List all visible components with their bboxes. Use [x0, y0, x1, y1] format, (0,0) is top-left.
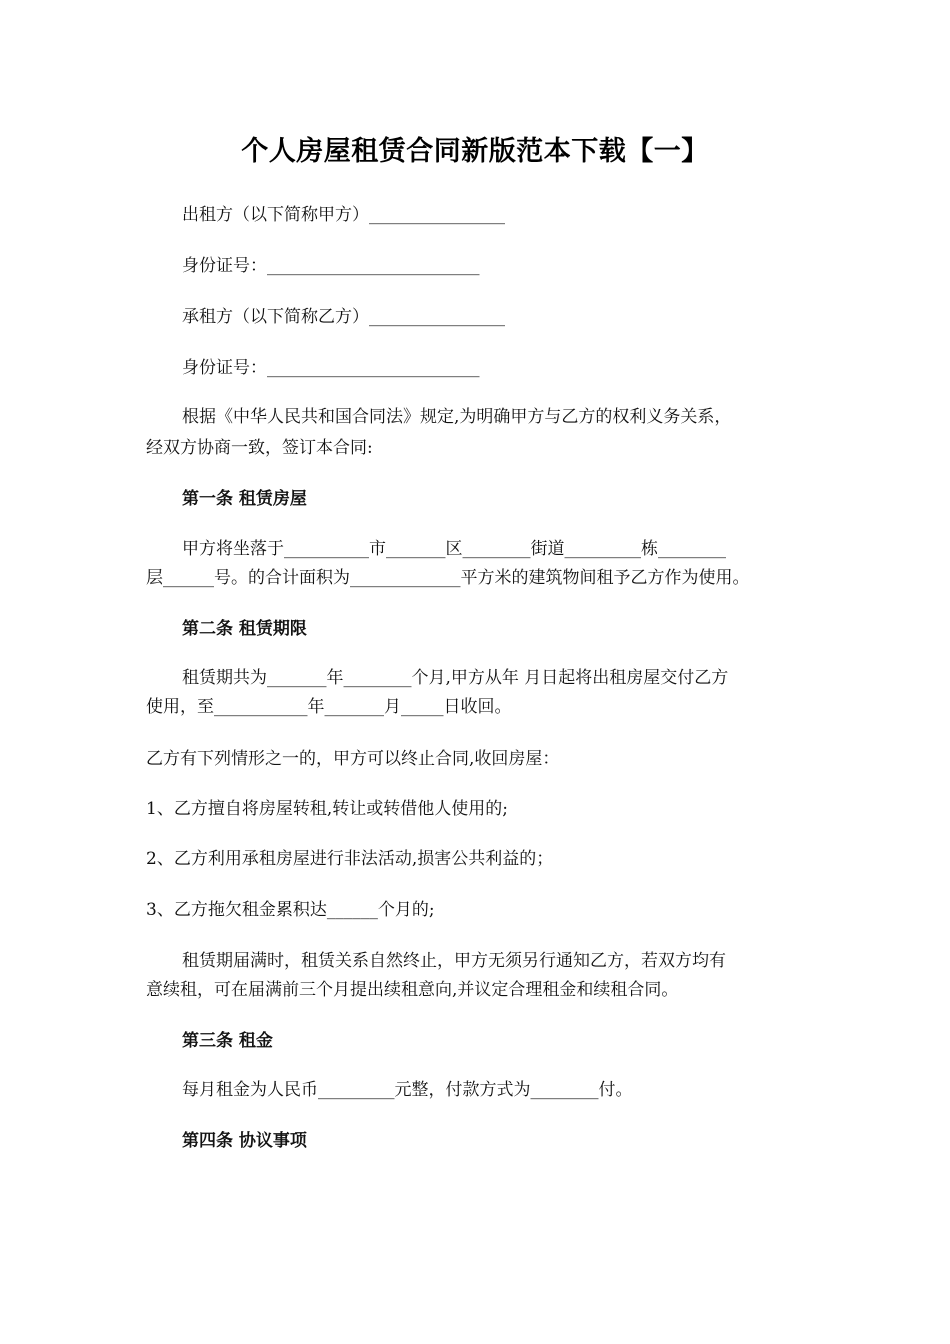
- termination-item-3: 3、乙方拖欠租金累积达______个月的;: [146, 900, 435, 920]
- article-1-line-2: 层______号。的合计面积为_____________平方米的建筑物间租予乙方作为使用。: [146, 568, 750, 588]
- article-1-heading: 第一条 租赁房屋: [182, 489, 307, 509]
- lessee-id-line: 身份证号：_________________________: [182, 358, 480, 378]
- article-1-line-1: 甲方将坐落于__________市_______区________街道_________栋________: [182, 539, 726, 559]
- lessor-id-line: 身份证号：_________________________: [182, 256, 480, 276]
- renewal-line-1: 租赁期届满时，租赁关系自然终止，甲方无须另行通知乙方，若双方均有: [182, 951, 726, 971]
- preamble-line-1: 根据《中华人民共和国合同法》规定,为明确甲方与乙方的权利义务关系，: [182, 407, 732, 427]
- termination-item-2: 2、乙方利用承租房屋进行非法活动,损害公共利益的；: [146, 849, 554, 869]
- preamble-line-2: 经双方协商一致，签订本合同:: [146, 438, 373, 458]
- document-title: 个人房屋租赁合同新版范本下载【一】: [241, 136, 709, 167]
- article-2-heading: 第二条 租赁期限: [182, 619, 307, 639]
- termination-intro: 乙方有下列情形之一的，甲方可以终止合同,收回房屋：: [146, 749, 560, 769]
- termination-item-1: 1、乙方擅自将房屋转租,转让或转借他人使用的;: [146, 799, 508, 819]
- article-3-heading: 第三条 租金: [182, 1031, 273, 1051]
- article-4-heading: 第四条 协议事项: [182, 1131, 307, 1151]
- article-2-line-2: 使用，至___________年_______月_____日收回。: [146, 697, 512, 717]
- rent-amount-line: 每月租金为人民币_________元整，付款方式为________付。: [182, 1080, 633, 1100]
- article-2-line-1: 租赁期共为_______年________个月,甲方从年 月日起将出租房屋交付乙方: [182, 668, 729, 688]
- lessor-line: 出租方（以下简称甲方）________________: [182, 205, 505, 225]
- lessee-line: 承租方（以下简称乙方）________________: [182, 307, 505, 327]
- renewal-line-2: 意续租，可在届满前三个月提出续租意向,并议定合理租金和续租合同。: [146, 980, 679, 1000]
